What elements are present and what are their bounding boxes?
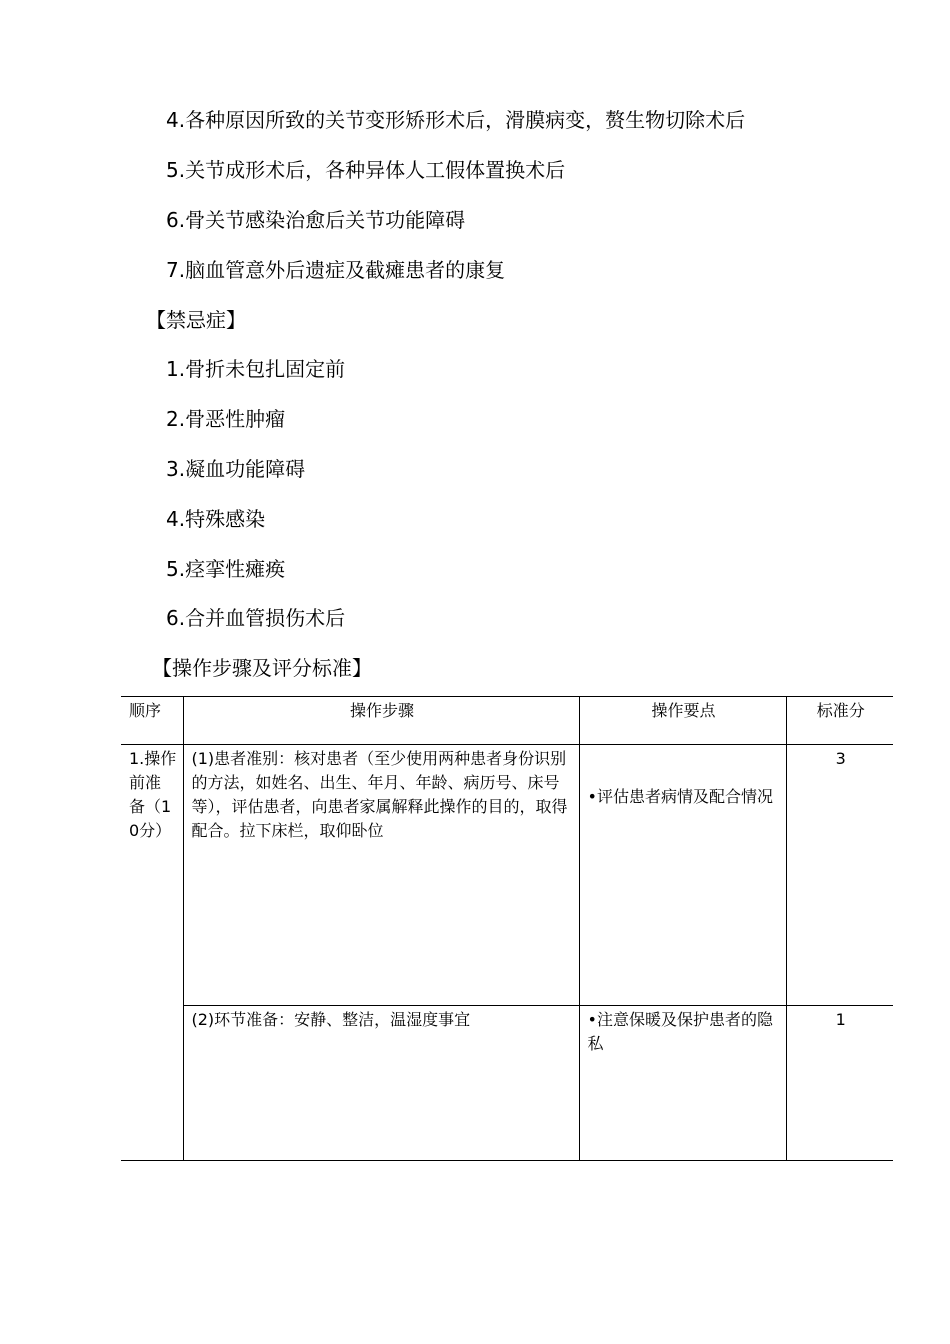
indication-item: 6.骨关节感染治愈后关节功能障碍 [166, 208, 466, 232]
step-cell: (1)患者准别：核对患者（至少使用两种患者身份识别的方法，如姓名、出生、年月、年龄、病历号、床号等），评估患者，向患者家属解释此操作的目的，取得配合。拉下床栏，取仰卧位 [183, 745, 579, 1006]
contraindication-item: 4.特殊感染 [166, 507, 266, 531]
procedure-heading: 【操作步骤及评分标准】 [152, 656, 372, 680]
contraindication-item: 3.凝血功能障碍 [166, 457, 306, 481]
table-row [121, 745, 893, 1006]
contraindications-heading: 【禁忌症】 [146, 308, 246, 332]
point-cell: •注意保暖及保护患者的隐私 [579, 1006, 786, 1161]
point-text: •评估患者病情及配合情况 [587, 787, 773, 806]
header-order: 顺序 [121, 697, 183, 745]
header-point: 操作要点 [579, 697, 786, 745]
point-cell [579, 745, 786, 1006]
header-step: 操作步骤 [183, 697, 579, 745]
contraindication-item: 2.骨恶性肿瘤 [166, 407, 286, 431]
header-score: 标准分 [786, 697, 893, 745]
contraindication-item: 1.骨折未包扎固定前 [166, 357, 346, 381]
contraindication-item: 6.合并血管损伤术后 [166, 606, 346, 630]
section-label: 1.操作前准备（10分） [121, 745, 183, 1161]
score-value: 3 [835, 749, 846, 768]
table-header-row [121, 697, 893, 745]
indication-item: 4.各种原因所致的关节变形矫形术后，滑膜病变，赘生物切除术后 [166, 108, 746, 132]
indication-item: 5.关节成形术后，各种异体人工假体置换术后 [166, 158, 566, 182]
scoring-table [121, 696, 893, 1161]
contraindication-item: 5.痉挛性瘫痪 [166, 557, 286, 581]
step-cell: (2)环节准备：安静、整洁，温湿度事宜 [183, 1006, 579, 1161]
score-cell [786, 745, 893, 1006]
table-row [121, 1006, 893, 1161]
score-cell: 1 [786, 1006, 893, 1161]
indication-item: 7.脑血管意外后遗症及截瘫患者的康复 [166, 258, 506, 282]
